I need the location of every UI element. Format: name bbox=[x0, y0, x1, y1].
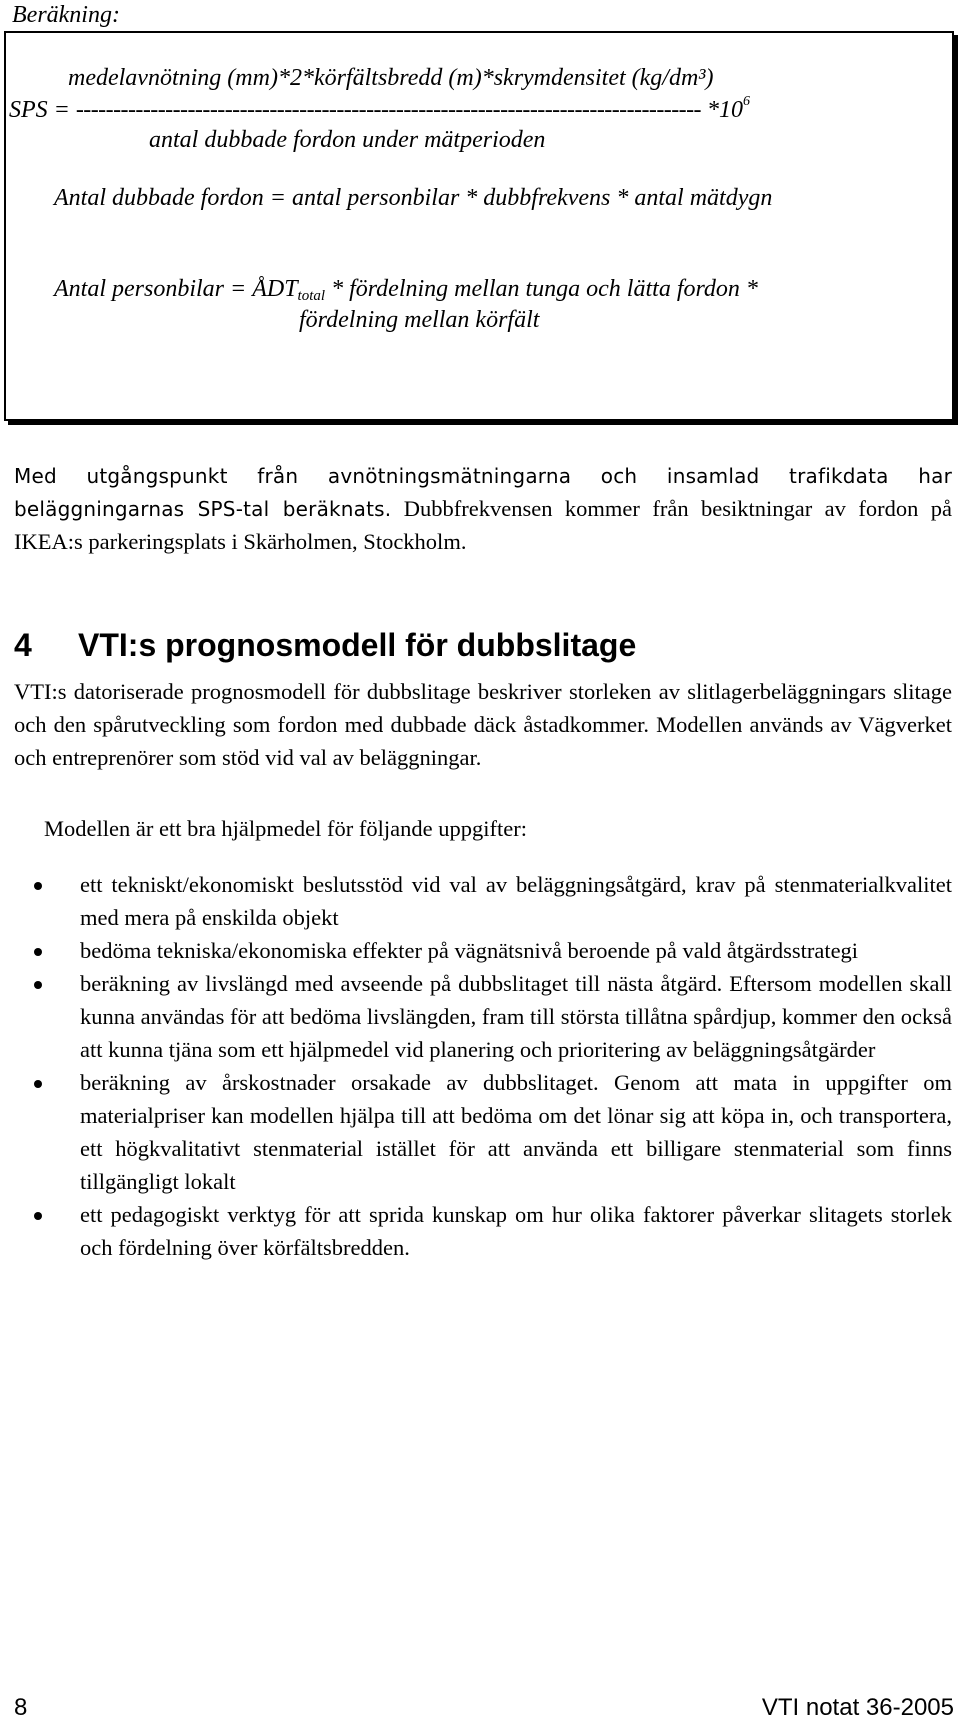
section-number: 4 bbox=[14, 627, 32, 663]
list-item-text: beräkning av livslängd med avseende på dubbslitaget till nästa åtgärd. Eftersom modellen skall kunna användas för att bedöma livslängden, fram till största tillåtna spårdjup, kommer den också att kunna tjäna som ett hjälpmedel vid planering och prioritering av beläggningsåtgärder bbox=[80, 971, 952, 1062]
list-item bbox=[14, 934, 952, 967]
formula-fraction-bar: ------------------------------------------------------------------------------------ bbox=[75, 97, 702, 123]
list-item-text: beräkning av årskostnader orsakade av dubbslitaget. Genom att mata in uppgifter om materialpriser kan modellen hjälpa till att bedöma om det lönar sig att köpa in, och transportera, ett högkvalitativt stenmaterial istället för att använda ett billigare stenmaterial som finns tillgängligt lokalt bbox=[80, 1070, 952, 1194]
list-item-text: ett pedagogiskt verktyg för att sprida kunskap om hur olika faktorer påverkar slitagets storlek och fördelning över körfältsbredden. bbox=[80, 1202, 952, 1260]
list-item bbox=[14, 1066, 952, 1198]
section-title: VTI:s prognosmodell för dubbslitage bbox=[78, 627, 637, 663]
calculation-heading: Beräkning: bbox=[12, 2, 120, 28]
formula-personbilar bbox=[54, 274, 758, 304]
bullet-icon bbox=[34, 882, 42, 890]
bullet-icon bbox=[34, 1212, 42, 1220]
list-item bbox=[14, 868, 952, 934]
formula-sps-line bbox=[9, 95, 750, 125]
formula-dubbade-fordon: Antal dubbade fordon = antal personbilar * dubbfrekvens * antal mätdygn bbox=[54, 185, 773, 211]
bullet-icon bbox=[34, 948, 42, 956]
list-item-text: bedöma tekniska/ekonomiska effekter på vägnätsnivå beroende på vald åtgärdsstrategi bbox=[80, 938, 859, 963]
formula-multiplier: *10 bbox=[701, 97, 744, 123]
formula-box bbox=[4, 31, 954, 421]
footer-report-id: VTI notat 36-2005 bbox=[761, 1694, 954, 1721]
formula-sps-prefix: SPS = bbox=[9, 97, 76, 123]
bullet-icon bbox=[34, 1080, 42, 1088]
section-paragraph: VTI:s datoriserade prognosmodell för dubbslitage beskriver storleken av slitlagerbeläggningars slitage och den spårutveckling som fordon med dubbade däck åstadkommer. Modellen används av Vägverket och entreprenörer som stöd vid val av beläggningar. bbox=[14, 679, 952, 770]
section-lead: Modellen är ett bra hjälpmedel för följande uppgifter: bbox=[44, 816, 527, 841]
section-heading bbox=[14, 625, 636, 665]
bullet-icon bbox=[34, 981, 42, 989]
formula-exponent: 6 bbox=[743, 94, 751, 109]
formula-denominator: antal dubbade fordon under mätperioden bbox=[149, 127, 546, 153]
formula-personbilar-line2: fördelning mellan körfält bbox=[299, 307, 540, 333]
list-item bbox=[14, 967, 952, 1066]
list-item-text: ett tekniskt/ekonomiskt beslutsstöd vid val av beläggningsåtgärd, krav på stenmaterialkvalitet med mera på enskilda objekt bbox=[80, 872, 952, 930]
intro-paragraph bbox=[14, 460, 952, 558]
formula-personbilar-pre: Antal personbilar = ÅDT bbox=[54, 276, 298, 302]
formula-personbilar-sub: total bbox=[297, 288, 326, 304]
intro-part2: Dubbfrekvensen kommer från besiktningar av fordon på IKEA:s parkeringsplats i Skärholmen, Stockholm. bbox=[14, 496, 952, 554]
footer-page-number: 8 bbox=[14, 1694, 28, 1721]
formula-numerator: medelavnötning (mm)*2*körfältsbredd (m)*skrymdensitet (kg/dm³) bbox=[68, 65, 714, 91]
formula-personbilar-post: * fördelning mellan tunga och lätta fordon * bbox=[325, 276, 758, 302]
task-list bbox=[14, 868, 952, 1264]
list-item bbox=[14, 1198, 952, 1264]
intro-part1: Med utgångspunkt från avnötningsmätningarna och insamlad trafikdata har beläggningarnas SPS-tal beräknats. bbox=[14, 464, 952, 521]
